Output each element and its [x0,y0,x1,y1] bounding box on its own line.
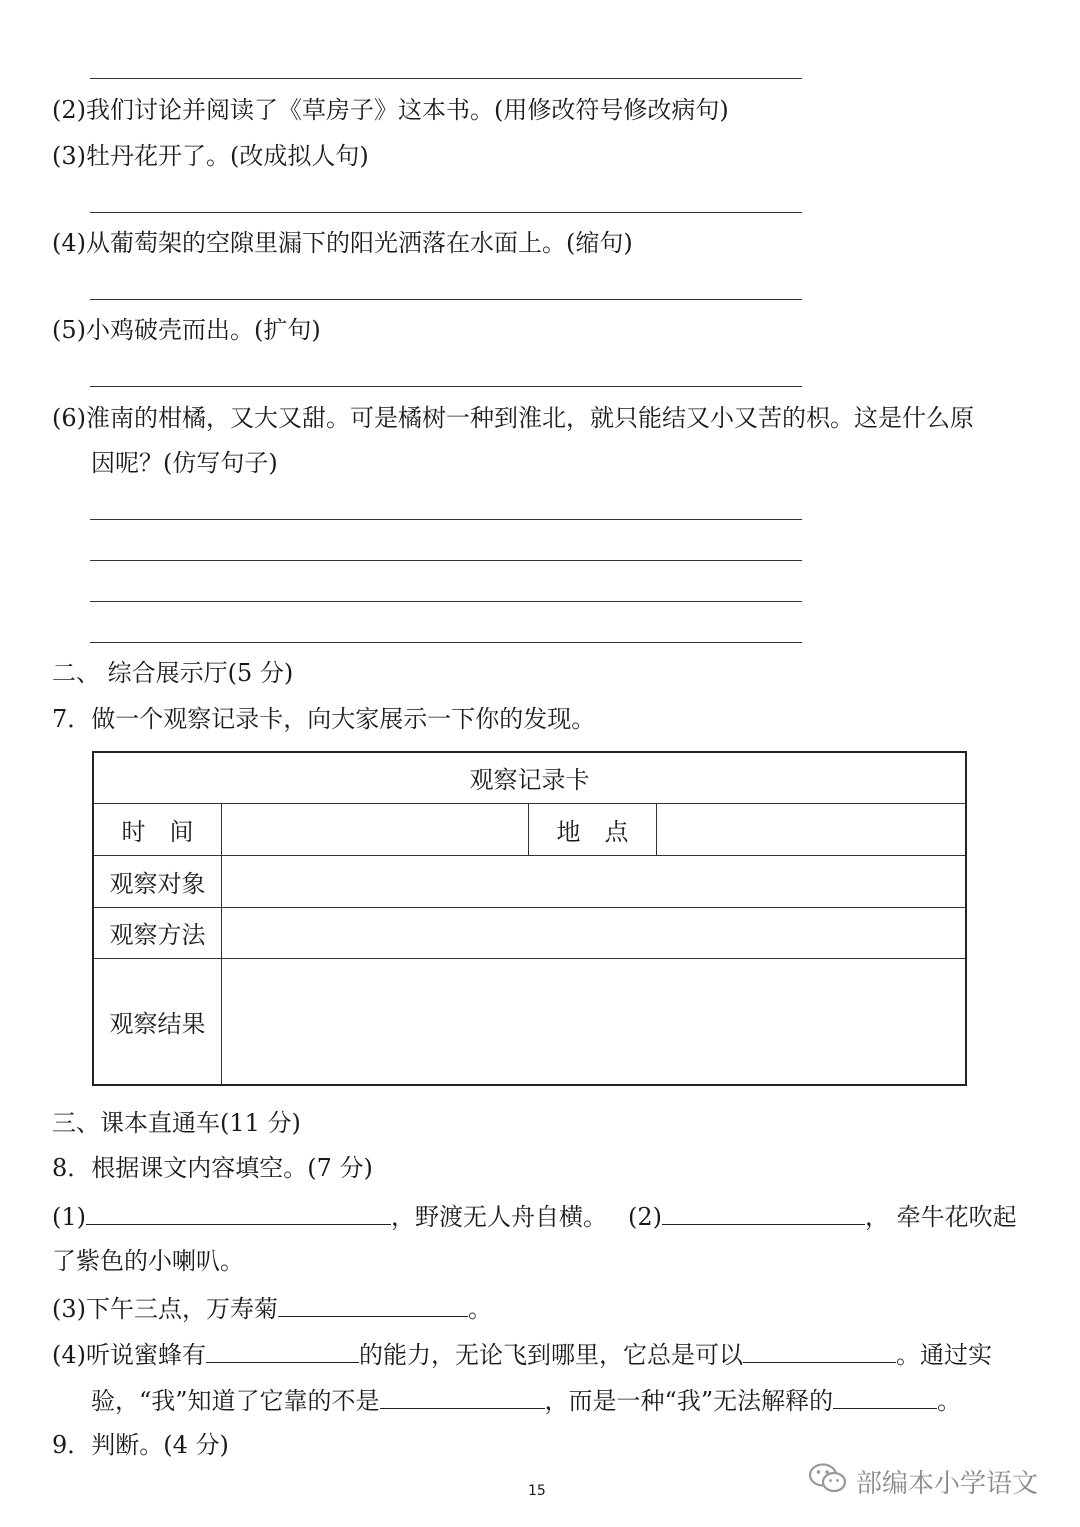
question-5: (5)小鸡破壳而出。(扩句) [52,316,321,344]
method-label: 观察方法 [93,907,222,958]
answer-line [90,560,802,561]
fill-blank-4c[interactable] [380,1384,545,1409]
fill-4-part-e: ，而是一种“我”无法解释的 [544,1387,834,1415]
fill-2-suffix: ， 牵牛花吹起 [865,1203,1017,1231]
fill-3-suffix: 。 [468,1295,492,1323]
time-field[interactable] [222,803,529,855]
question-4: (4)从葡萄架的空隙里漏下的阳光洒落在水面上。(缩句) [52,229,633,257]
question-9: 9．判断。(4 分) [52,1431,229,1459]
place-field[interactable] [657,803,967,855]
fill-4-part-c: 。通过实 [896,1341,992,1369]
answer-line [90,78,802,79]
question-8: 8．根据课文内容填空。(7 分) [52,1154,373,1182]
answer-line [90,601,802,602]
fill-blank-3[interactable] [278,1292,468,1317]
fill-line-1 [52,1200,607,1232]
answer-line [90,519,802,520]
fill-4-part-f: 。 [937,1387,962,1415]
fill-1-prefix: (1) [52,1203,86,1231]
answer-line [90,299,802,300]
question-6-line2: 因呢？(仿写句子) [91,449,278,477]
fill-2-prefix: (2) [628,1203,662,1231]
watermark-text: 部编本小学语文 [856,1469,1039,1499]
fill-4-part-d: 验，“我”知道了它靠的不是 [91,1387,380,1415]
fill-1-suffix: ，野渡无人舟自横。 [391,1203,607,1231]
object-field[interactable] [222,855,967,907]
fill-2-continuation: 了紫色的小喇叭。 [52,1247,244,1275]
result-label: 观察结果 [93,958,222,1085]
fill-4-part-a: (4)听说蜜蜂有 [52,1341,206,1369]
fill-line-3 [52,1292,492,1324]
observation-record-card [92,751,967,1086]
section-3-heading: 三、课本直通车(11 分) [52,1109,301,1137]
page-number: 15 [528,1483,546,1499]
fill-3-prefix: (3)下午三点，万寿菊 [52,1295,278,1323]
fill-blank-2[interactable] [662,1200,865,1225]
section-2-heading: 二、 综合展示厅(5 分) [52,659,294,687]
fill-line-4b [91,1384,961,1416]
card-title: 观察记录卡 [93,752,966,803]
fill-blank-4d[interactable] [833,1384,937,1409]
fill-line-2 [628,1200,1017,1232]
wechat-icon [808,1462,848,1501]
fill-blank-1[interactable] [86,1200,391,1225]
watermark [808,1462,1038,1501]
result-field[interactable] [222,958,967,1085]
answer-line [90,212,802,213]
question-3: (3)牡丹花开了。(改成拟人句) [52,142,369,170]
method-field[interactable] [222,907,967,958]
place-label: 地 点 [529,803,657,855]
question-6-line1: (6)淮南的柑橘，又大又甜。可是橘树一种到淮北，就只能结又小又苦的枳。这是什么原 [52,404,974,432]
answer-line [90,642,802,643]
question-2: (2)我们讨论并阅读了《草房子》这本书。(用修改符号修改病句) [52,96,729,124]
question-7: 7．做一个观察记录卡，向大家展示一下你的发现。 [52,705,596,733]
fill-blank-4b[interactable] [743,1338,896,1363]
fill-blank-4a[interactable] [206,1338,359,1363]
fill-4-part-b: 的能力，无论飞到哪里，它总是可以 [359,1341,743,1369]
answer-line [90,386,802,387]
time-label: 时 间 [93,803,222,855]
object-label: 观察对象 [93,855,222,907]
fill-line-4a [52,1338,992,1370]
